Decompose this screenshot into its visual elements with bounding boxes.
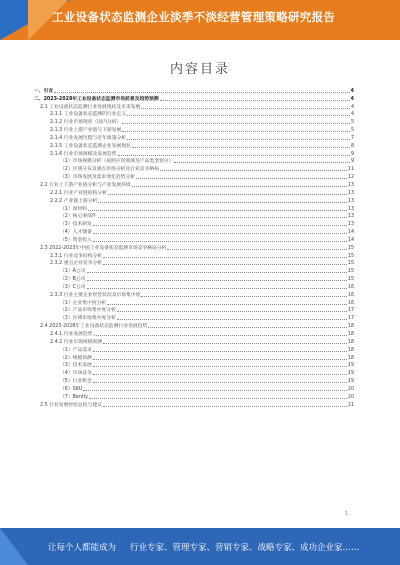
toc-entry-title: （2）区域分布及重点市场分析及行业竞争格局 xyxy=(60,167,159,173)
toc-entry-page: 18 xyxy=(347,324,354,330)
toc-entry[interactable] xyxy=(34,353,354,361)
toc-entry-page: 19 xyxy=(347,379,354,385)
toc-leader-dots xyxy=(136,178,347,179)
toc-entry-page: 19 xyxy=(347,363,354,369)
toc-leader-dots xyxy=(93,351,347,352)
toc-entry-page: 13 xyxy=(347,214,354,220)
toc-entry-title: 2.1.3 行业上游产业链与下游发展 xyxy=(50,128,122,134)
toc-entry[interactable] xyxy=(34,164,354,172)
toc-entry[interactable] xyxy=(34,266,354,274)
toc-leader-dots xyxy=(93,241,347,242)
toc-entry-title: 2.3.1 行业竞争结构分析 xyxy=(50,253,103,259)
toc-entry-title: 2.3.3 行业主要企业经营状况及市场集中度 xyxy=(50,292,141,298)
toc-entry[interactable] xyxy=(34,227,354,235)
toc-entry-title: （2）产品市场集中度分析 xyxy=(60,308,116,314)
toc-entry-title: （3）市场发展及需求变化趋势分析 xyxy=(60,175,136,181)
toc-entry[interactable] xyxy=(34,392,354,400)
toc-entry[interactable] xyxy=(34,274,354,282)
footer-slogan xyxy=(48,541,360,553)
toc-entry[interactable] xyxy=(34,361,354,369)
toc-entry-page: 11 xyxy=(347,167,354,173)
toc-entry[interactable] xyxy=(34,94,354,102)
toc-leader-dots xyxy=(94,335,347,336)
toc-entry-page: 13 xyxy=(347,190,354,196)
toc-leader-dots xyxy=(103,406,347,407)
toc-entry[interactable] xyxy=(34,133,354,141)
toc-leader-dots xyxy=(98,202,347,203)
toc-entry[interactable] xyxy=(34,298,354,306)
toc-entry-page: 19 xyxy=(347,371,354,377)
toc-entry-page: 17 xyxy=(347,308,354,314)
toc-leader-dots xyxy=(118,155,350,156)
toc-leader-dots xyxy=(127,115,350,116)
toc-entry-page: 16 xyxy=(347,300,354,306)
toc-entry-page: 4 xyxy=(350,112,354,118)
toc-entry-title: 2.2.2 产业链上游分析 xyxy=(50,198,98,204)
toc-leader-dots xyxy=(87,288,347,289)
toc-entry[interactable] xyxy=(34,102,354,110)
toc-entry-title: 2.1.6 行业市场规模及发展趋势 xyxy=(50,151,117,157)
toc-entry-page: 14 xyxy=(347,230,354,236)
toc-entry[interactable] xyxy=(34,86,354,94)
toc-leader-dots xyxy=(107,304,347,305)
toc-entry-page: 4 xyxy=(350,96,354,102)
toc-entry-page: 13 xyxy=(347,222,354,228)
toc-entry[interactable] xyxy=(34,212,354,220)
toc-leader-dots xyxy=(93,366,347,367)
toc-leader-dots xyxy=(167,249,346,250)
toc-leader-dots xyxy=(127,139,350,140)
toc-entry-title: （3）C公司 xyxy=(60,284,86,290)
toc-entry-page: 18 xyxy=(347,347,354,353)
toc-entry-title: 2.1.4 行业发展历程与近年政策分析 xyxy=(50,135,127,141)
toc-entry-page: 18 xyxy=(347,332,354,337)
toc-entry-title: （5）行业机会 xyxy=(60,379,92,385)
toc-entry[interactable] xyxy=(34,337,354,345)
toc-entry[interactable] xyxy=(34,219,354,227)
toc-entry-title: （1）原材料 xyxy=(60,206,88,212)
toc-entry-title: 2.2 行业上下游产业链分析与产业发展环境 xyxy=(40,182,131,188)
toc-entry-page: 14 xyxy=(347,237,354,243)
toc-entry-title: （7）Bently xyxy=(60,394,88,400)
toc-entry[interactable] xyxy=(34,235,354,243)
toc-entry-page: 5 xyxy=(350,128,354,134)
toc-entry[interactable] xyxy=(34,376,354,384)
toc-entry-title: 2.3.2 重点企业竞争分析 xyxy=(50,261,103,267)
toc-entry[interactable] xyxy=(34,117,354,125)
toc-entry-page: 18 xyxy=(347,339,354,345)
toc-leader-dots xyxy=(148,327,347,328)
toc-entry-title: （3）技术发展 xyxy=(60,363,92,369)
toc-leader-dots xyxy=(132,147,350,148)
toc-entry-title: 一、引言 xyxy=(34,88,54,94)
footer-accent xyxy=(0,528,28,565)
toc-entry-page: 16 xyxy=(347,284,354,290)
toc-leader-dots xyxy=(87,272,347,273)
toc-entry-page: 13 xyxy=(347,206,354,212)
toc-entry[interactable] xyxy=(34,384,354,392)
toc-entry[interactable] xyxy=(34,204,354,212)
toc-entry-title: （1）企业集中度分析 xyxy=(60,300,107,306)
toc-entry[interactable] xyxy=(34,141,354,149)
toc-entry-title: 2.4.2 行业市场规模预测 xyxy=(50,339,103,345)
toc-entry[interactable] xyxy=(34,188,354,196)
toc-entry[interactable] xyxy=(34,259,354,267)
toc-leader-dots xyxy=(93,233,347,234)
toc-entry[interactable] xyxy=(34,243,354,251)
toc-heading: 内容目录 xyxy=(169,62,230,77)
toc-entry[interactable] xyxy=(34,149,354,157)
toc-leader-dots xyxy=(83,390,347,391)
toc-entry-title: （1）产品需求 xyxy=(60,347,92,353)
toc-entry-page: 16 xyxy=(347,292,354,298)
toc-entry[interactable] xyxy=(34,110,354,118)
toc-entry-page: 20 xyxy=(347,394,354,400)
toc-entry[interactable] xyxy=(34,368,354,376)
toc-leader-dots xyxy=(93,225,347,226)
toc-entry[interactable] xyxy=(34,321,354,329)
toc-entry-title: 2.1 工业设备状态监测行业发展现状及未来发展 xyxy=(40,104,141,110)
toc-entry-page: 15 xyxy=(347,277,354,283)
toc-entry-page: 15 xyxy=(347,261,354,267)
toc-leader-dots xyxy=(160,170,347,171)
toc-leader-dots xyxy=(117,311,347,312)
toc-leader-dots xyxy=(174,162,350,163)
toc-entry-page: 12 xyxy=(347,175,354,181)
header-banner xyxy=(0,0,400,40)
toc-entry-title: （2）B公司 xyxy=(60,277,86,283)
toc-entry-page: 8 xyxy=(350,143,354,149)
toc-leader-dots xyxy=(93,359,347,360)
toc-leader-dots xyxy=(141,108,350,109)
toc-entry-title: （1）市场规模分析（按照应用领域及产品类型划分） xyxy=(60,159,174,165)
toc-entry[interactable] xyxy=(34,157,354,165)
toc-leader-dots xyxy=(54,92,349,93)
toc-leader-dots xyxy=(103,264,347,265)
toc-leader-dots xyxy=(103,343,347,344)
toc-leader-dots xyxy=(117,319,347,320)
table-of-contents xyxy=(34,86,354,408)
toc-entry-title: （2）规模预测 xyxy=(60,355,92,361)
toc-entry-title: （2）核心零部件 xyxy=(60,214,97,220)
toc-entry-page: 9 xyxy=(350,151,354,157)
toc-entry[interactable] xyxy=(34,180,354,188)
toc-leader-dots xyxy=(93,374,347,375)
toc-leader-dots xyxy=(122,131,350,132)
toc-entry-title: （3）技术研发 xyxy=(60,222,92,228)
toc-entry-page: 15 xyxy=(347,269,354,275)
toc-entry[interactable] xyxy=(34,313,354,321)
footer-banner xyxy=(0,528,400,565)
toc-entry-title: 2.1.2 行业市场现状（国内分析） xyxy=(50,120,122,126)
footer-slogan-left: 让每个人都能成为 xyxy=(48,543,117,553)
toc-entry[interactable] xyxy=(34,196,354,204)
toc-entry-page: 17 xyxy=(347,316,354,322)
toc-entry-title: （5）资金投入 xyxy=(60,237,92,243)
toc-entry-page: 21 xyxy=(347,402,354,408)
toc-entry-title: （3）区域市场集中度分析 xyxy=(60,316,116,322)
toc-entry-title: 2.5 行业发展经验总结与建议 xyxy=(40,402,102,408)
toc-entry-title: （6）SKU xyxy=(60,386,83,392)
toc-leader-dots xyxy=(89,398,347,399)
toc-entry-page: 5 xyxy=(350,120,354,126)
report-title: 工业设备状态监测企业淡季不淡经营管理策略研究报告 xyxy=(52,10,336,24)
toc-entry-title: 2.4 2023-2028年工业设备状态监测行业发展趋势 xyxy=(40,324,148,330)
toc-entry-page: 4 xyxy=(350,88,354,94)
toc-entry-page: 20 xyxy=(347,386,354,392)
toc-entry-page: 15 xyxy=(347,253,354,259)
toc-leader-dots xyxy=(87,280,347,281)
toc-entry-title: （4）人才储备 xyxy=(60,230,92,236)
toc-entry[interactable] xyxy=(34,306,354,314)
toc-leader-dots xyxy=(108,194,347,195)
toc-entry-page: 15 xyxy=(347,245,354,251)
toc-entry[interactable] xyxy=(34,290,354,298)
toc-entry[interactable] xyxy=(34,251,354,259)
toc-leader-dots xyxy=(103,257,347,258)
toc-entry-page: 7 xyxy=(350,135,354,141)
toc-leader-dots xyxy=(93,382,347,383)
footer-slogan-right: 行业专家、管理专家、营销专家、战略专家、成功企业家…… xyxy=(130,543,360,553)
toc-entry-title: 2.1.5 工业设备状态监测企业发展现状 xyxy=(50,143,131,149)
toc-entry[interactable] xyxy=(34,282,354,290)
toc-leader-dots xyxy=(160,100,350,101)
page-number: 1 xyxy=(345,512,349,517)
toc-entry-page: 9 xyxy=(350,159,354,165)
toc-entry[interactable] xyxy=(34,172,354,180)
toc-entry[interactable] xyxy=(34,329,354,337)
toc-entry-page: 4 xyxy=(350,104,354,110)
toc-leader-dots xyxy=(132,186,347,187)
toc-entry[interactable] xyxy=(34,400,354,408)
toc-entry-title: 2.2.1 行业产业链结构分析 xyxy=(50,190,107,196)
toc-entry-title: 2.1.1 工业设备状态监测的行业定义 xyxy=(50,112,127,118)
toc-leader-dots xyxy=(98,217,347,218)
toc-leader-dots xyxy=(88,210,347,211)
toc-entry-title: 2.4.1 行业发展趋势 xyxy=(50,332,93,337)
toc-entry-title: 2.3 2022-2023年中国工业设备状态监测市场竞争格局分析 xyxy=(40,245,167,251)
toc-entry-page: 13 xyxy=(347,198,354,204)
toc-entry[interactable] xyxy=(34,125,354,133)
toc-entry-page: 13 xyxy=(347,182,354,188)
toc-entry-title: （1）A公司 xyxy=(60,269,86,275)
toc-entry[interactable] xyxy=(34,345,354,353)
toc-entry-title: （4）市场竞争 xyxy=(60,371,92,377)
toc-leader-dots xyxy=(122,123,350,124)
toc-leader-dots xyxy=(141,296,346,297)
toc-entry-title: 二、2023-2028年工业设备状态监测市场前景及趋势预测 xyxy=(34,96,159,102)
toc-entry-page: 18 xyxy=(347,355,354,361)
